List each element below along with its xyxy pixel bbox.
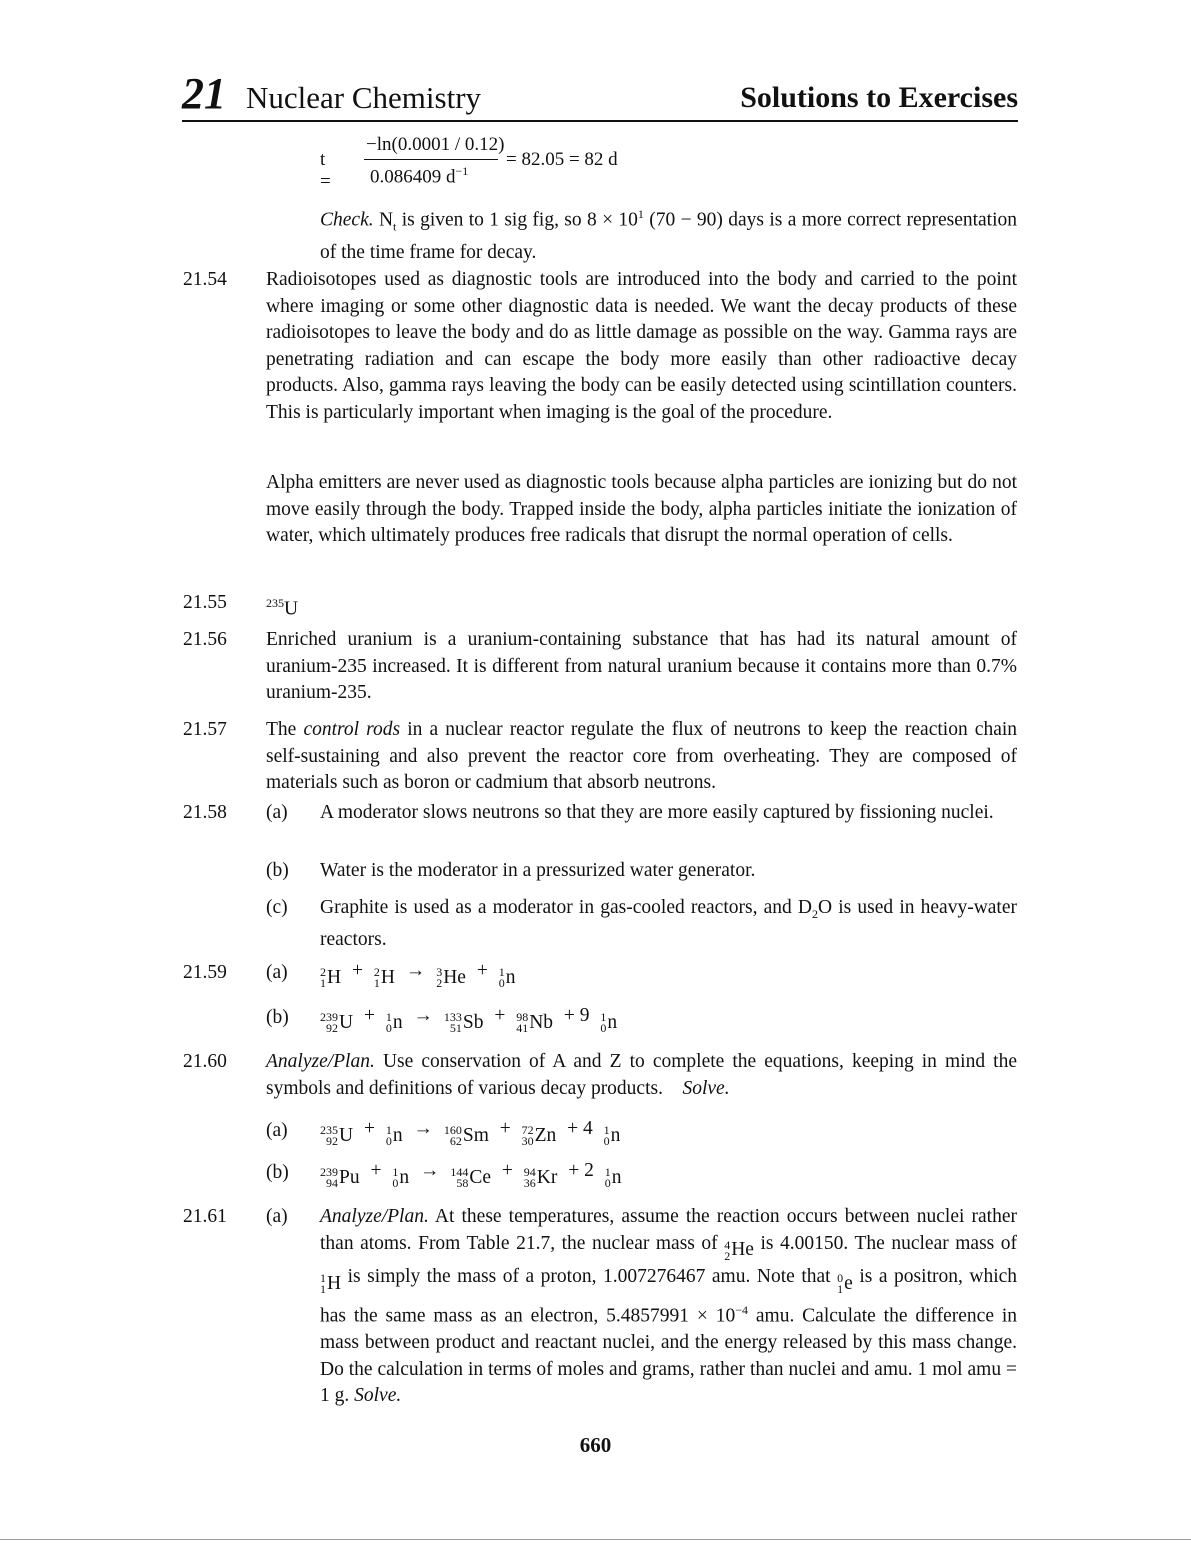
nuclide: 2 1 H: [373, 965, 395, 990]
nuclide: 133 51 Sb: [443, 1010, 484, 1035]
page-number: 660: [579, 1433, 612, 1457]
nuclide: 98 41 Nb: [516, 1010, 554, 1035]
exercise-number: 21.57: [183, 719, 227, 740]
fission-equation: 239 92 U + 1 0 n → 133 51 Sb + 98 41 Nb + 9 1 0 n: [320, 1005, 618, 1035]
nuclide: 1 1 H: [320, 1270, 342, 1296]
check-paragraph: Check. $N_t$ is given to 1 sig fig, so $8 \times 10^1$ (70 − 90) days is a more correct representation of the time frame for decay.: [320, 207, 1018, 263]
exercise-number: 21.59: [183, 962, 227, 983]
exercise-number: 21.56: [183, 629, 227, 650]
fission-equation: 239 94 Pu + 1 0 n → 144 58 Ce + 94 36 Kr + 2 1 0 n: [320, 1160, 622, 1190]
part-label: (a): [266, 1120, 288, 1141]
part-label: (b): [266, 1162, 289, 1183]
part-label: (b): [266, 860, 289, 881]
exercise-21-54-para-2: Alpha emitters are never used as diagnostic tools because alpha particles are ionizing but do not move easily through the body. Trapped inside the body, alpha particles initiate the ionization of water, which ultimately produces free radicals that disrupt the normal operation of cells.: [266, 472, 1017, 546]
calc-t: t =: [320, 149, 331, 192]
nuclide: 235 92 U: [320, 1123, 354, 1148]
calc-numerator: −ln(0.0001 / 0.12): [366, 134, 505, 155]
calc-denominator: 0.086409 $d^{-1}$: [370, 164, 469, 188]
arrow-icon: →: [419, 1160, 440, 1181]
fission-equation: 235 92 U + 1 0 n → 160 62 Sm + 72 30 Zn + 4 1 0 n: [320, 1118, 621, 1148]
part-label: (c): [266, 897, 288, 918]
exercise-21-58-a: A moderator slows neutrons so that they are more easily captured by fissioning nuclei.: [320, 802, 994, 823]
part-label: (a): [266, 1206, 288, 1227]
arrow-icon: →: [413, 1005, 433, 1026]
nuclide: 239 94 Pu: [320, 1165, 360, 1190]
page-header: [182, 68, 1018, 122]
part-label: (a): [266, 962, 288, 983]
chapter-number: 21: [182, 69, 226, 118]
nuclide: 160 62 Sm: [443, 1123, 489, 1148]
nuclide: 1 0 n: [385, 1123, 403, 1148]
exercise-number: 21.61: [183, 1206, 227, 1227]
nuclide: 239 92 U: [320, 1010, 354, 1035]
exercise-21-61-a: Analyze/Plan. At these temperatures, assume the reaction occurs between nuclei rather than atoms. From Table 21.7, the nuclear mass of 4 2 He is 4.00150. The nuclear mass of 1 1 H is simply the mass of a proton, 1.007276467 amu. Note that 0 1 e is a positron, which has the same mass as an electron, $5.4857991 \times 10^{-4}$ amu. Calculate the difference in mass between product and reactant nuclei, and the energy released by this mass change. Do the calculation in terms of moles and grams, rather than nuclei and amu. 1 mol amu = 1 g. Solve.: [320, 1206, 1018, 1406]
nuclide: 144 58 Ce: [450, 1165, 492, 1190]
exercise-21-56-text: Enriched uranium is a uranium-containing substance that has had its natural amount of uranium-235 increased. It is different from natural uranium because it contains more than 0.7% uranium-235.: [266, 629, 1017, 703]
exercise-21-58-b: Water is the moderator in a pressurized water generator.: [320, 860, 756, 881]
arrow-icon: →: [413, 1118, 433, 1139]
calc-result: = 82.05 = 82 d: [506, 149, 618, 170]
nuclide: 94 36 Kr: [523, 1165, 558, 1190]
nuclide: 1 0 n: [604, 1165, 622, 1190]
fraction-bar: [364, 159, 498, 160]
nuclide: 72 30 Zn: [521, 1123, 557, 1148]
exercise-number: 21.54: [183, 269, 227, 290]
nuclide: 1 0 n: [600, 1010, 618, 1035]
exercise-number: 21.58: [183, 802, 227, 823]
exercise-number: 21.55: [183, 592, 227, 613]
arrow-icon: →: [405, 960, 426, 981]
nuclide: 3 2 He: [436, 965, 466, 990]
nuclide: 4 2 He: [724, 1237, 754, 1263]
exercise-21-58-c: Graphite is used as a moderator in gas-cooled reactors, and $D_2O$ is used in heavy-water reactors.: [320, 897, 1017, 951]
nuclide: 2 1 H: [320, 965, 342, 990]
nuclide: 1 0 n: [498, 965, 516, 990]
fusion-equation: 2 1 H + 2 1 H → 3 2 He + 1 0 n: [320, 960, 516, 990]
nuclide: 1 0 n: [385, 1010, 403, 1035]
u235-answer: $^{235}$U: [266, 596, 299, 620]
exercise-number: 21.60: [183, 1051, 227, 1072]
exercise-21-54-para-1: Radioisotopes used as diagnostic tools are introduced into the body and carried to the point where imaging or some other diagnostic data is needed. We want the decay products of these radioisotopes to leave the body and do as little damage as possible on the way. Gamma rays are penetrating radiation and can escape the body more easily than other radioactive decay products. Also, gamma rays leaving the body can be easily detected using scintillation counters. This is particularly important when imaging is the goal of the procedure.: [266, 269, 1017, 423]
exercise-21-60-text: Analyze/Plan. Use conservation of A and Z to complete the equations, keeping in mind the symbols and definitions of various decay products. Solve.: [266, 1051, 1017, 1099]
exercise-21-57-text: The control rods in a nuclear reactor regulate the flux of neutrons to keep the reaction chain self-sustaining and also prevent the reactor core from overheating. They are composed of materials such as boron or cadmium that absorb neutrons.: [266, 719, 1018, 793]
page-edge-line: [0, 1539, 1191, 1540]
nuclide: 1 0 n: [392, 1165, 410, 1190]
part-label: (b): [266, 1007, 289, 1028]
section-title: Solutions to Exercises: [740, 81, 1018, 114]
part-label: (a): [266, 802, 288, 823]
nuclide: 0 1 e: [837, 1270, 853, 1296]
nuclide: 1 0 n: [603, 1123, 621, 1148]
chapter-title: Nuclear Chemistry: [246, 80, 482, 115]
